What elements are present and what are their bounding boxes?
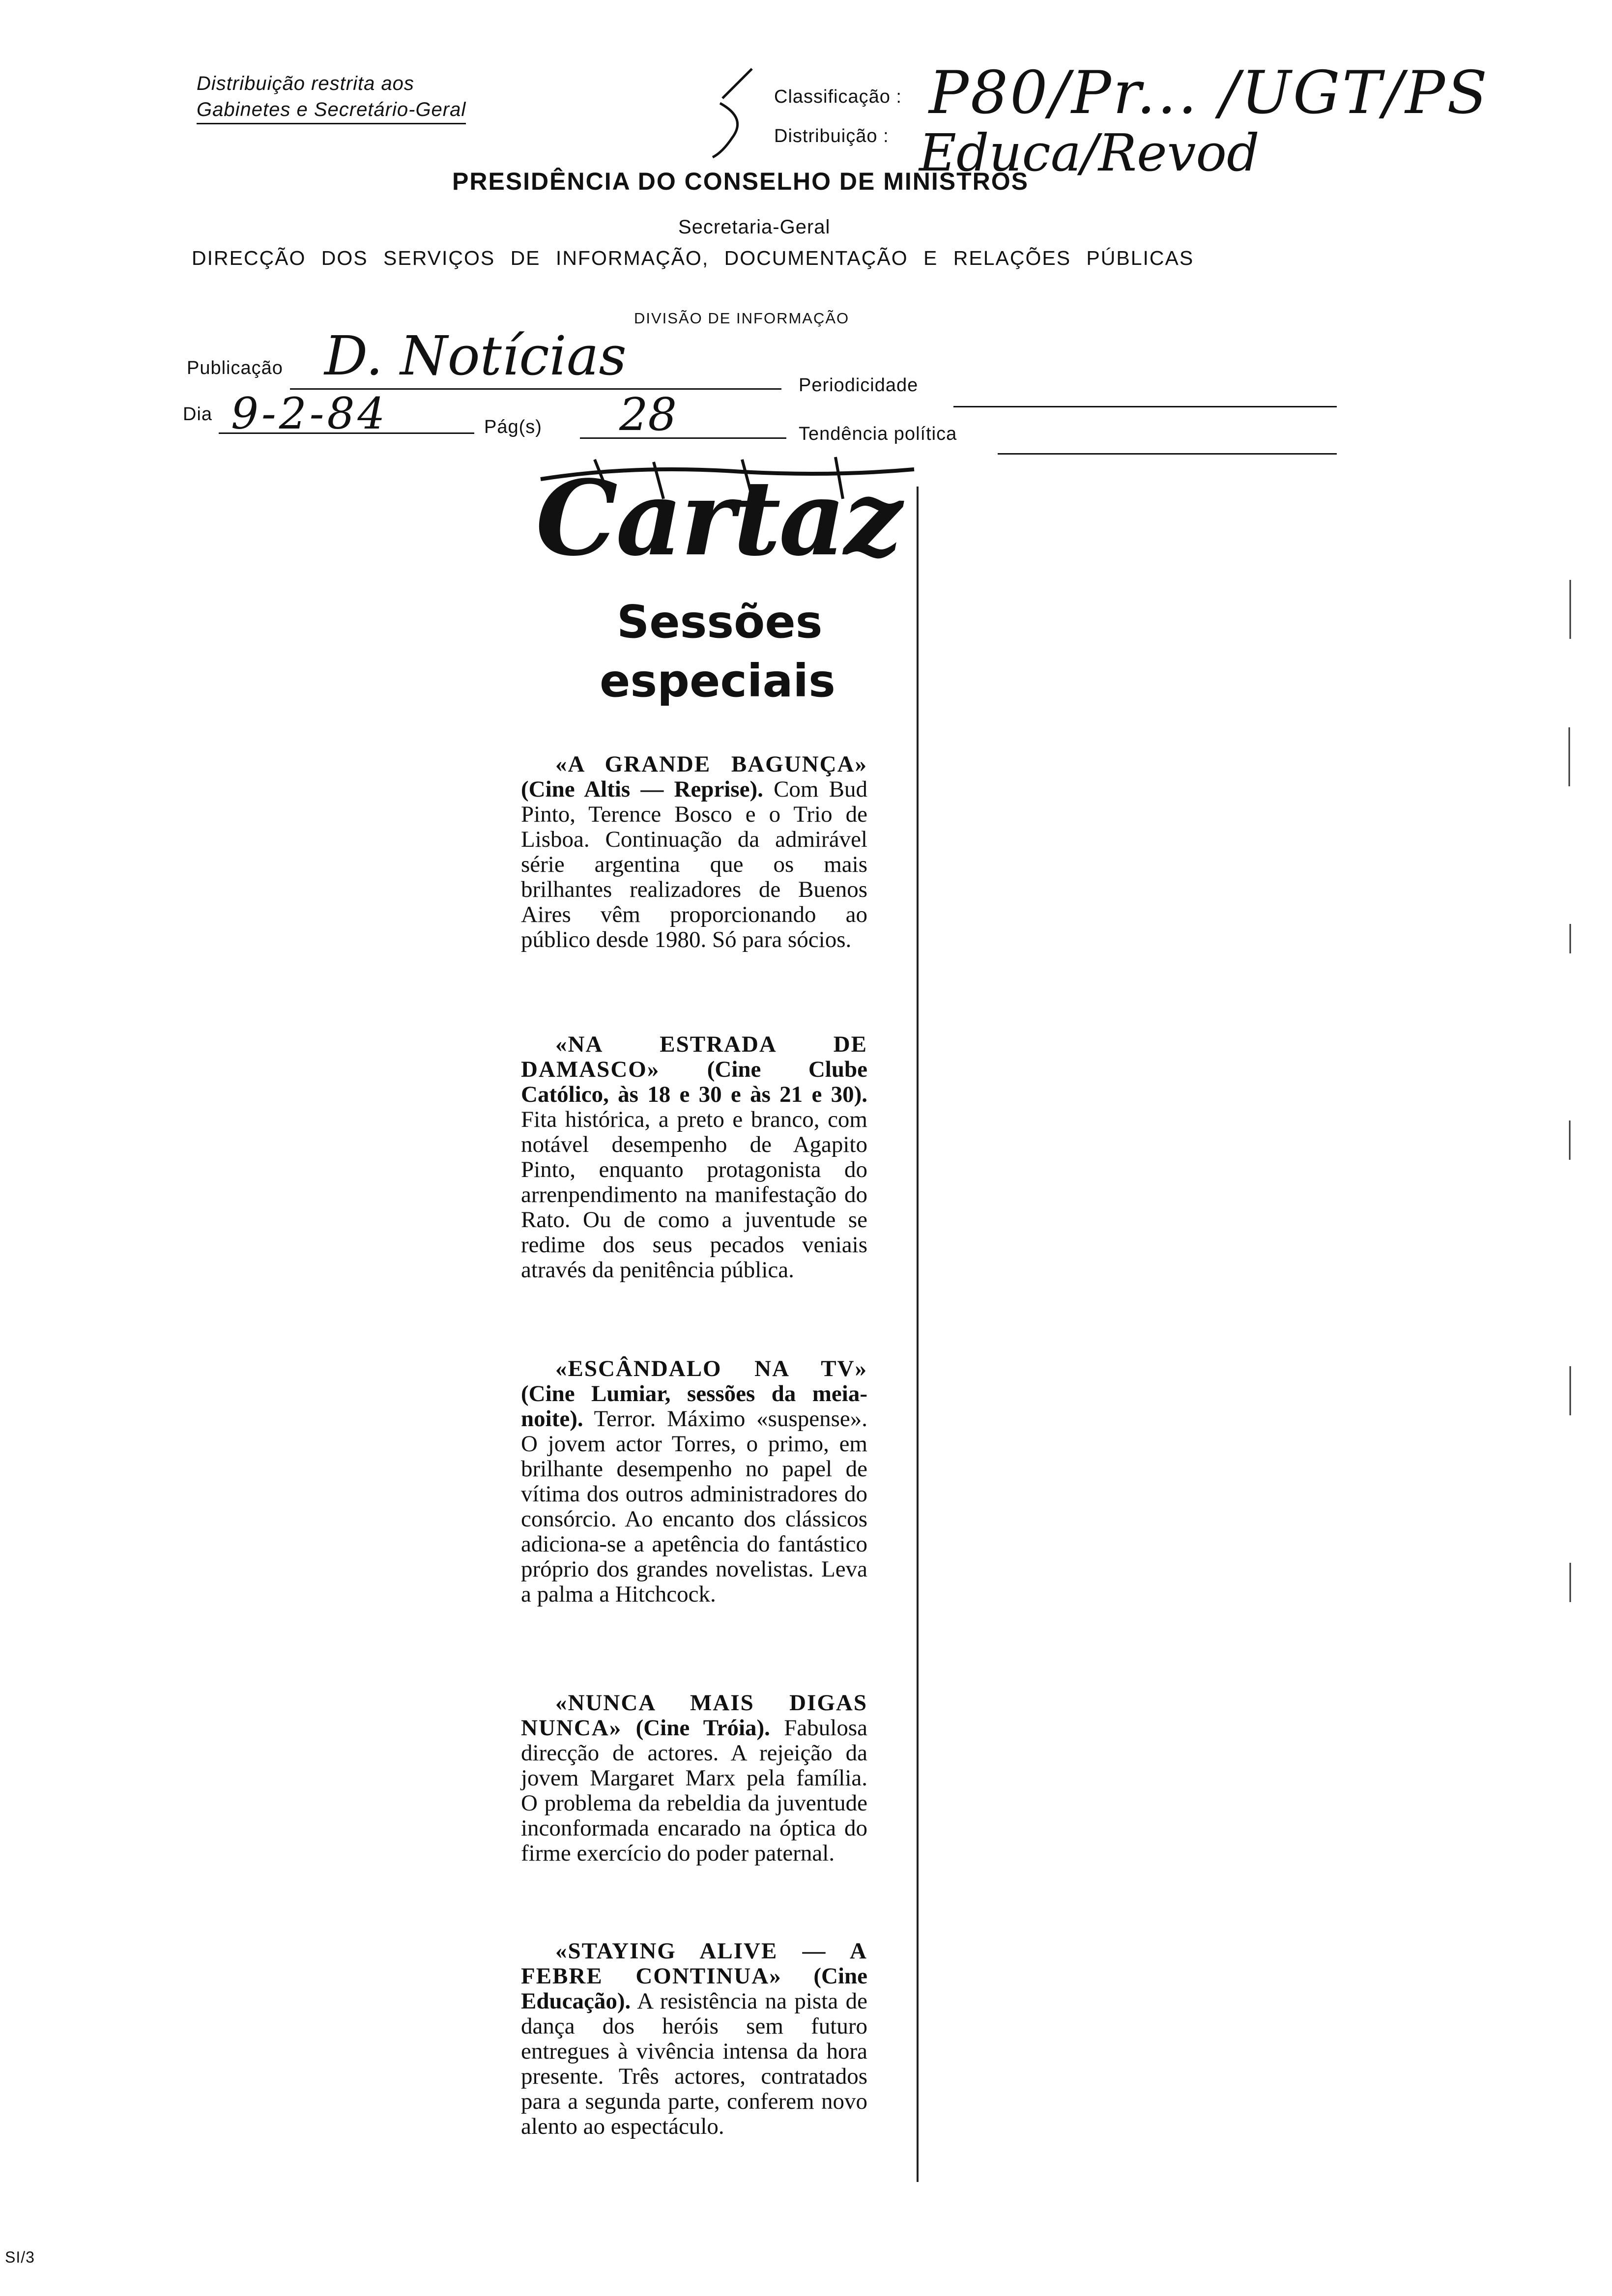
publicacao-value: D. Notícias: [324, 324, 627, 387]
article-5: [521, 1939, 867, 2139]
article-2: [521, 1032, 867, 1283]
restriction-line-1: Distribuição restrita aos: [197, 73, 414, 94]
publicacao-label: Publicação: [187, 358, 283, 378]
article-3: [521, 1356, 867, 1607]
clipping-border: [917, 487, 923, 2182]
article-1: [521, 752, 867, 952]
section-heading-line-1: Sessões: [617, 596, 823, 648]
tendencia-line: [998, 453, 1337, 455]
section-heading-line-2: especiais: [600, 655, 835, 707]
article-title: «NUNCA MAIS DIGAS NUNCA»: [521, 1690, 867, 1741]
article-title: «STAYING ALIVE — A FEBRE CONTINUA»: [521, 1938, 867, 1989]
article-venue: (Cine Educação).: [521, 1963, 868, 2014]
distribuicao-label: Distribuição :: [774, 126, 889, 146]
article-venue: (Cine Lumiar, sessões da meia-noite).: [521, 1381, 867, 1432]
dia-value: 9-2-84: [231, 388, 388, 439]
direccao-title: DIRECÇÃO DOS SERVIÇOS DE INFORMAÇÃO, DOCUMENTAÇÃO E RELAÇÕES PÚBLICAS: [192, 247, 1194, 269]
tendencia-label: Tendência política: [799, 424, 957, 444]
dia-label: Dia: [183, 404, 213, 425]
pags-label: Pág(s): [484, 417, 542, 437]
article-title: «ESCÂNDALO NA TV»: [555, 1356, 867, 1381]
restriction-note: [197, 73, 466, 124]
article-body: Fabulosa direcção de actores. A rejeição da jovem Margaret Marx pela família. O problema da rebeldia da juventude inconformada encarado na óptica do firme exercício do poder paternal.: [521, 1715, 867, 1866]
pags-value: 28: [619, 388, 677, 441]
institution-title: PRESIDÊNCIA DO CONSELHO DE MINISTROS: [452, 168, 1029, 195]
article-venue: (Cine Altis — Reprise).: [521, 776, 763, 802]
divisao-title: DIVISÃO DE INFORMAÇÃO: [634, 310, 850, 327]
article-venue: (Cine Clube Católico, às 18 e 30 e às 21 e 30).: [521, 1057, 867, 1107]
scan-edge-marks-icon: [1565, 580, 1575, 1612]
article-body: A resistência na pista de dança dos heróis sem futuro entregues à vivência intensa da hora presente. Três actores, contratados para a segunda parte, conferem novo alento ao espectáculo.: [521, 1988, 867, 2139]
article-body: Fita histórica, a preto e branco, com notável desempenho de Agapito Pinto, enquanto protagonista do arrenpendimento na manifestação do Rato. Ou de como a juventude se redime dos seus pecados veniais através da penitência pública.: [521, 1107, 867, 1283]
article-venue: (Cine Tróia).: [635, 1715, 770, 1741]
classificacao-handwritten: P80/Pr... /UGT/PS: [929, 59, 1490, 127]
periodicidade-line: [953, 406, 1337, 407]
secretaria-geral: Secretaria-Geral: [678, 216, 831, 238]
article-4: [521, 1691, 867, 1866]
cartaz-masthead: Cartaz: [536, 458, 901, 579]
periodicidade-label: Periodicidade: [799, 375, 919, 396]
pags-line: [580, 437, 786, 439]
distribuicao-handwritten: Educa/Revod: [919, 123, 1260, 183]
classificacao-label: Classificação :: [774, 86, 902, 107]
article-title: «A GRANDE BAGUNÇA»: [555, 751, 867, 777]
article-body: Com Bud Pinto, Terence Bosco e o Trio de Lisboa. Continuação da admirável série argentina que os mais brilhantes realizadores de Buenos Aires vêm proporcionando ao público desde 1980. Só para sócios.: [521, 776, 867, 952]
restriction-line-2: Gabinetes e Secretário-Geral: [197, 99, 466, 124]
handwritten-mark-icon: [703, 64, 762, 162]
dia-line: [219, 432, 474, 434]
article-title: «NA ESTRADA DE DAMASCO»: [521, 1032, 867, 1082]
article-body: Terror. Máximo «suspense». O jovem actor Torres, o primo, em brilhante desempenho no papel de vítima dos outros administradores do consórcio. Ao encanto dos clássicos adiciona-se a apetência do fantástico próprio dos grandes novelistas. Leva a palma a Hitchcock.: [521, 1406, 867, 1607]
footer-code: SI/3: [5, 2248, 35, 2266]
